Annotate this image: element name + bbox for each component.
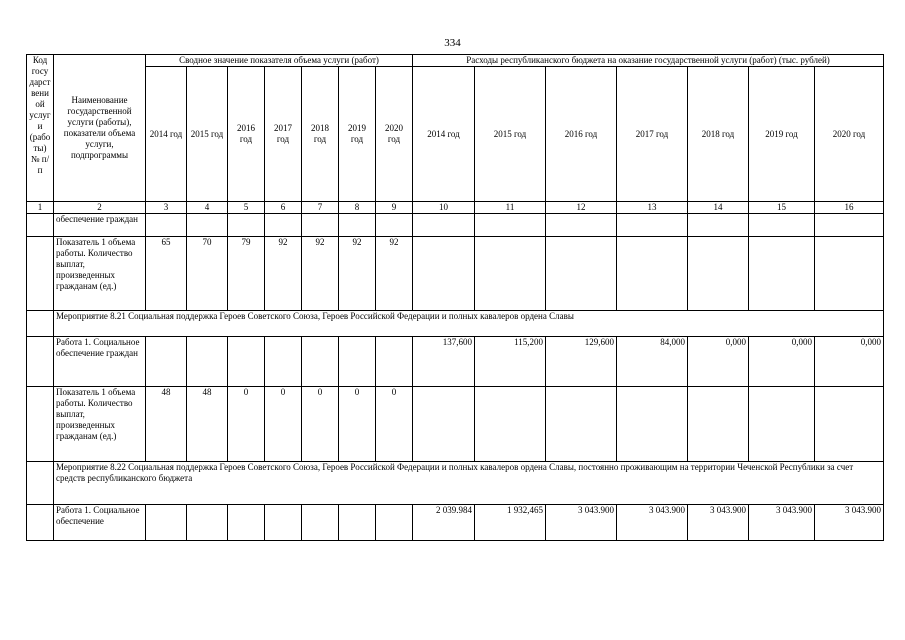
table-row	[27, 214, 884, 237]
volume-cell	[302, 214, 339, 237]
expense-cell: 137,600	[413, 337, 475, 387]
code-cell	[27, 237, 54, 311]
expense-cell	[475, 237, 546, 311]
header-volume-year: 2019 год	[339, 67, 376, 202]
expense-cell: 84,000	[617, 337, 688, 387]
header-expense-year: 2017 год	[617, 67, 688, 202]
header-year-row	[27, 67, 884, 202]
column-number: 9	[376, 202, 413, 214]
volume-cell	[146, 337, 187, 387]
row-name: Работа 1. Социальное обеспечение граждан	[54, 337, 146, 387]
column-number: 10	[413, 202, 475, 214]
volume-cell: 0	[265, 387, 302, 462]
header-expense-year: 2019 год	[749, 67, 815, 202]
code-cell	[27, 387, 54, 462]
row-name: Работа 1. Социальное обеспечение	[54, 505, 146, 541]
expense-cell	[688, 237, 749, 311]
volume-cell	[376, 214, 413, 237]
column-number: 4	[187, 202, 228, 214]
volume-cell	[265, 505, 302, 541]
expense-cell	[749, 214, 815, 237]
expense-cell	[546, 214, 617, 237]
column-number: 5	[228, 202, 265, 214]
column-number: 8	[339, 202, 376, 214]
volume-cell: 92	[339, 237, 376, 311]
volume-cell: 0	[228, 387, 265, 462]
column-number: 13	[617, 202, 688, 214]
volume-cell	[339, 505, 376, 541]
code-cell	[27, 462, 54, 505]
expense-cell	[688, 214, 749, 237]
expense-cell: 0,000	[815, 337, 884, 387]
volume-cell: 92	[265, 237, 302, 311]
expense-cell	[688, 387, 749, 462]
expense-cell: 3 043.900	[688, 505, 749, 541]
volume-cell: 65	[146, 237, 187, 311]
column-number: 3	[146, 202, 187, 214]
expense-cell: 3 043.900	[617, 505, 688, 541]
column-number: 7	[302, 202, 339, 214]
volume-cell	[339, 214, 376, 237]
header-expense-group: Расходы республиканского бюджета на оказание государственной услуги (работ) (тыс. рублей)	[413, 55, 884, 67]
volume-cell: 0	[302, 387, 339, 462]
header-expense-year: 2016 год	[546, 67, 617, 202]
column-number: 11	[475, 202, 546, 214]
volume-cell: 48	[187, 387, 228, 462]
expense-cell	[413, 237, 475, 311]
expense-cell	[815, 237, 884, 311]
expense-cell: 0,000	[688, 337, 749, 387]
volume-cell: 92	[376, 237, 413, 311]
header-expense-year: 2015 год	[475, 67, 546, 202]
volume-cell	[187, 337, 228, 387]
volume-cell: 48	[146, 387, 187, 462]
header-volume-year: 2018 год	[302, 67, 339, 202]
code-cell	[27, 505, 54, 541]
expense-cell	[749, 237, 815, 311]
volume-cell: 79	[228, 237, 265, 311]
table-row	[27, 387, 884, 462]
code-cell	[27, 214, 54, 237]
header-name: Наименование государственной услуги (работы), показатели объема услуги, подпрограммы	[54, 55, 146, 202]
column-number: 14	[688, 202, 749, 214]
volume-cell: 0	[339, 387, 376, 462]
header-expense-year: 2020 год	[815, 67, 884, 202]
column-number-row	[27, 202, 884, 214]
header-volume-year: 2014 год	[146, 67, 187, 202]
expense-cell	[475, 387, 546, 462]
column-number: 1	[27, 202, 54, 214]
volume-cell	[228, 505, 265, 541]
volume-cell	[265, 214, 302, 237]
column-number: 2	[54, 202, 146, 214]
section-title: Мероприятие 8.22 Социальная поддержка Героев Советского Союза, Героев Российской Федерации и полных кавалеров ордена Славы, постоянно проживающим на территории Чеченской Республики за счет средств республиканского бюджета	[54, 462, 884, 505]
row-name: Показатель 1 объема работы. Количество выплат, произведенных гражданам (ед.)	[54, 237, 146, 311]
header-code: Код госу дарст вени ой услуг и (рабо ты) № п/п	[27, 55, 54, 202]
table-row	[27, 337, 884, 387]
header-volume-year: 2017 год	[265, 67, 302, 202]
expense-cell	[815, 387, 884, 462]
header-volume-year: 2016 год	[228, 67, 265, 202]
expense-cell	[749, 387, 815, 462]
volume-cell	[228, 337, 265, 387]
expense-cell	[413, 214, 475, 237]
header-volume-year: 2015 год	[187, 67, 228, 202]
header-volume-group: Сводное значение показателя объема услуги (работ)	[146, 55, 413, 67]
volume-cell	[302, 505, 339, 541]
volume-cell: 0	[376, 387, 413, 462]
header-expense-year: 2014 год	[413, 67, 475, 202]
row-name: Показатель 1 объема работы. Количество выплат, произведенных гражданам (ед.)	[54, 387, 146, 462]
expense-cell	[475, 214, 546, 237]
volume-cell	[339, 337, 376, 387]
section-title: Мероприятие 8.21 Социальная поддержка Героев Советского Союза, Героев Российской Федерации и полных кавалеров ордена Славы	[54, 311, 884, 337]
expense-cell	[815, 214, 884, 237]
volume-cell	[187, 214, 228, 237]
expense-cell	[617, 237, 688, 311]
volume-cell	[228, 214, 265, 237]
header-expense-year: 2018 год	[688, 67, 749, 202]
expense-cell: 1 932,465	[475, 505, 546, 541]
expense-cell	[617, 214, 688, 237]
row-name: обеспечение граждан	[54, 214, 146, 237]
code-cell	[27, 311, 54, 337]
column-number: 16	[815, 202, 884, 214]
table-body	[27, 55, 884, 541]
volume-cell	[302, 337, 339, 387]
volume-cell	[376, 505, 413, 541]
expense-cell: 3 043.900	[546, 505, 617, 541]
expense-cell	[546, 387, 617, 462]
expense-cell	[546, 237, 617, 311]
expense-cell	[617, 387, 688, 462]
table-row	[27, 505, 884, 541]
expense-cell: 115,200	[475, 337, 546, 387]
expense-cell: 0,000	[749, 337, 815, 387]
section-row	[27, 462, 884, 505]
table-row	[27, 237, 884, 311]
volume-cell	[146, 505, 187, 541]
expense-cell: 3 043.900	[815, 505, 884, 541]
section-row	[27, 311, 884, 337]
column-number: 15	[749, 202, 815, 214]
volume-cell	[187, 505, 228, 541]
header-volume-year: 2020 год	[376, 67, 413, 202]
volume-cell: 70	[187, 237, 228, 311]
expense-cell: 129,600	[546, 337, 617, 387]
column-number: 6	[265, 202, 302, 214]
expense-cell: 2 039.984	[413, 505, 475, 541]
column-number: 12	[546, 202, 617, 214]
code-cell	[27, 337, 54, 387]
expense-cell	[413, 387, 475, 462]
volume-cell	[146, 214, 187, 237]
expense-cell: 3 043.900	[749, 505, 815, 541]
volume-cell	[265, 337, 302, 387]
volume-cell	[376, 337, 413, 387]
budget-table	[26, 54, 884, 541]
volume-cell: 92	[302, 237, 339, 311]
page-number: 334	[444, 37, 461, 49]
